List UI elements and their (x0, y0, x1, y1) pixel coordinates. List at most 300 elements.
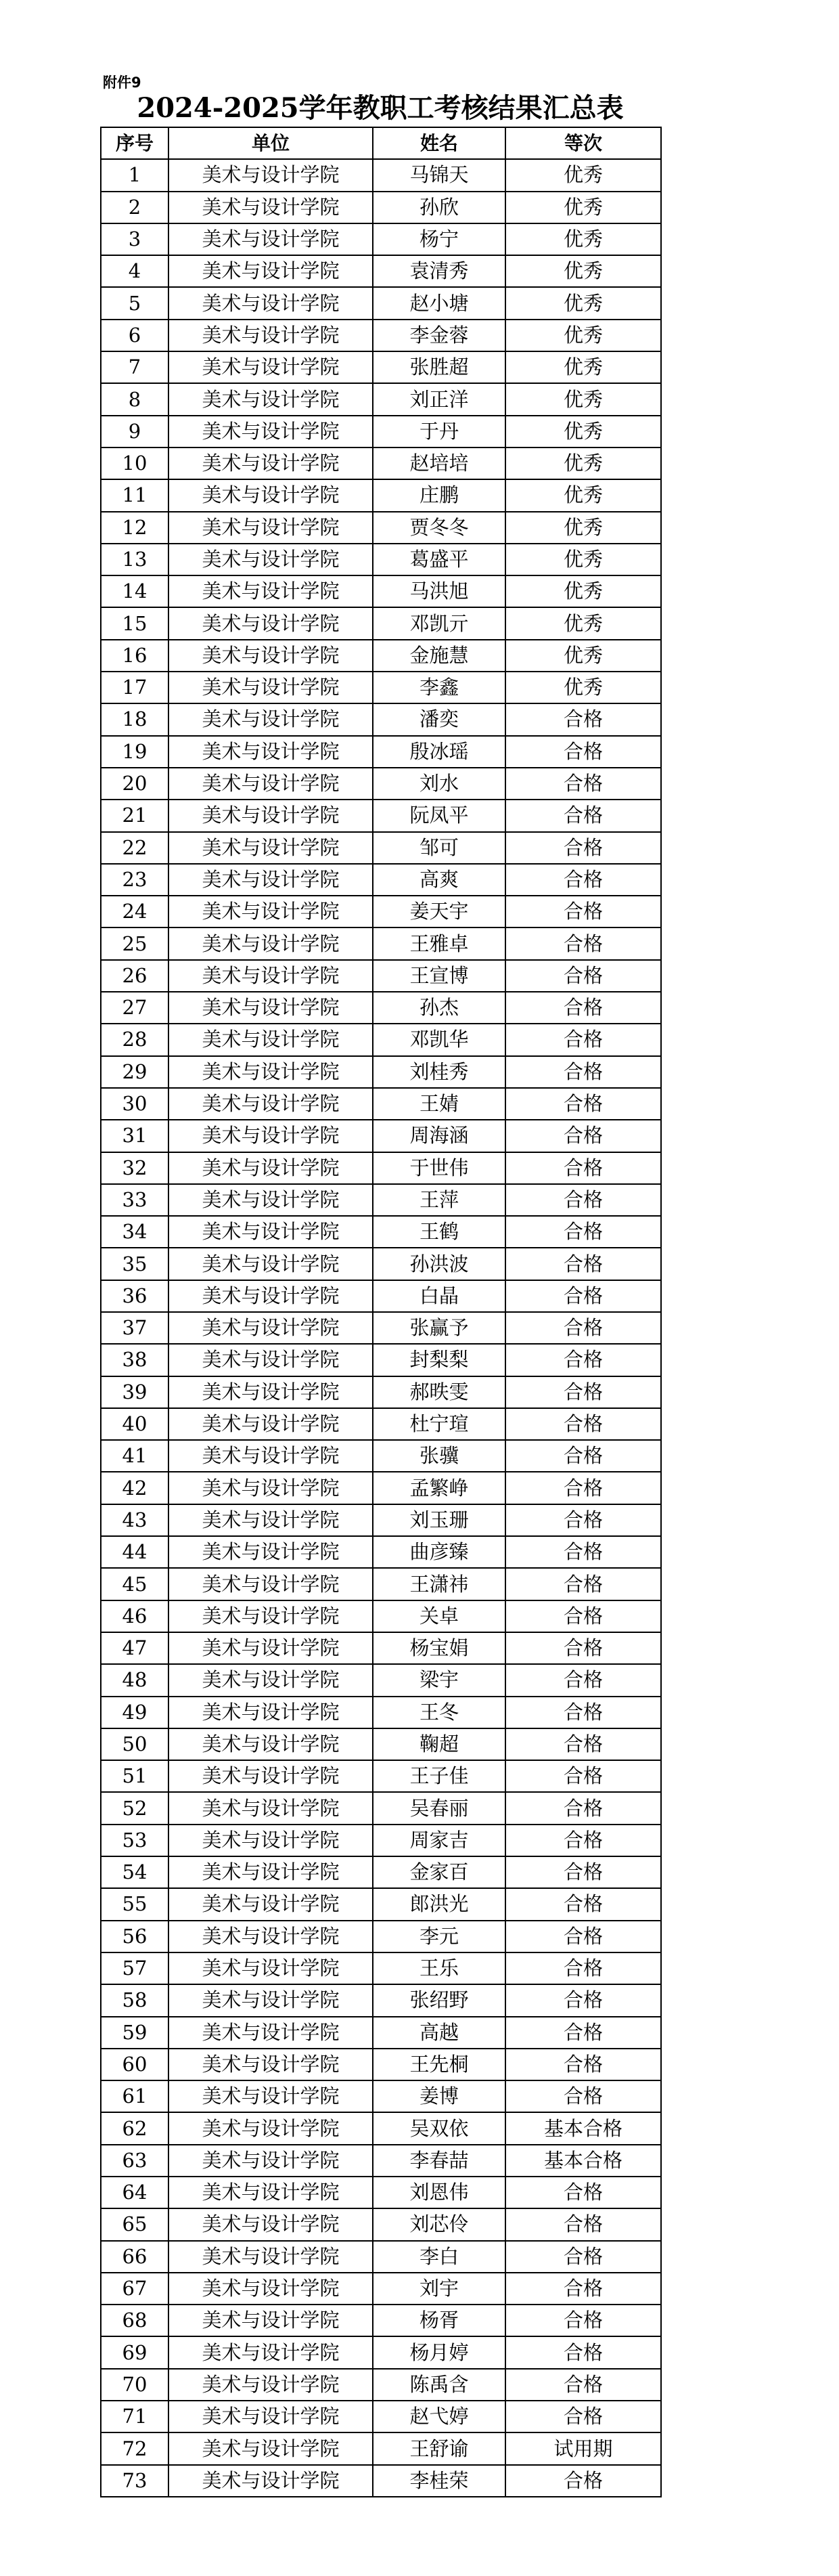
name-cell: 袁清秀 (373, 255, 505, 287)
name-cell: 马锦天 (373, 159, 505, 191)
grade-cell: 优秀 (505, 287, 661, 319)
name-cell: 金家百 (373, 1856, 505, 1888)
name-cell: 王宣博 (373, 960, 505, 992)
table-row (101, 1216, 661, 1248)
grade-cell: 合格 (505, 2208, 661, 2240)
unit-cell: 美术与设计学院 (168, 479, 373, 511)
table-row (101, 2208, 661, 2240)
table-row (101, 1760, 661, 1792)
name-cell: 王婧 (373, 1088, 505, 1120)
serial-number-cell: 72 (101, 2432, 168, 2464)
grade-cell: 优秀 (505, 672, 661, 703)
grade-cell: 合格 (505, 736, 661, 768)
name-cell: 葛盛平 (373, 544, 505, 575)
serial-number-cell: 6 (101, 320, 168, 351)
name-cell: 吴双依 (373, 2112, 505, 2144)
name-cell: 孙欣 (373, 192, 505, 223)
table-row (101, 2465, 661, 2497)
table-row (101, 2080, 661, 2112)
table-row (101, 2049, 661, 2080)
name-cell: 关卓 (373, 1600, 505, 1632)
grade-cell: 试用期 (505, 2432, 661, 2464)
attachment-label: 附件9 (103, 74, 141, 91)
unit-cell: 美术与设计学院 (168, 927, 373, 959)
name-cell: 封梨梨 (373, 1344, 505, 1376)
unit-cell: 美术与设计学院 (168, 320, 373, 351)
grade-cell: 合格 (505, 1664, 661, 1696)
table-row (101, 960, 661, 992)
table-row (101, 1856, 661, 1888)
table-body (101, 159, 661, 2497)
table-header-row (101, 127, 661, 159)
name-cell: 殷冰瑶 (373, 736, 505, 768)
grade-cell: 基本合格 (505, 2145, 661, 2177)
name-cell: 张赢予 (373, 1312, 505, 1344)
unit-cell: 美术与设计学院 (168, 703, 373, 735)
table-row (101, 1792, 661, 1824)
table-row (101, 192, 661, 223)
name-cell: 张绍野 (373, 1984, 505, 2016)
table-row (101, 1408, 661, 1440)
unit-cell: 美术与设计学院 (168, 544, 373, 575)
serial-number-cell: 51 (101, 1760, 168, 1792)
unit-cell: 美术与设计学院 (168, 736, 373, 768)
serial-number-cell: 4 (101, 255, 168, 287)
unit-cell: 美术与设计学院 (168, 512, 373, 544)
unit-cell: 美术与设计学院 (168, 159, 373, 191)
table-row (101, 1056, 661, 1088)
grade-cell: 优秀 (505, 320, 661, 351)
table-row (101, 736, 661, 768)
grade-cell: 合格 (505, 1344, 661, 1376)
grade-cell: 合格 (505, 1440, 661, 1472)
document-title: 2024-2025学年教职工考核结果汇总表 (137, 92, 624, 124)
serial-number-cell: 59 (101, 2017, 168, 2049)
table-row (101, 1376, 661, 1408)
unit-cell: 美术与设计学院 (168, 1280, 373, 1312)
table-row (101, 479, 661, 511)
grade-cell: 合格 (505, 2369, 661, 2401)
grade-cell: 合格 (505, 1152, 661, 1184)
unit-cell: 美术与设计学院 (168, 383, 373, 415)
unit-cell: 美术与设计学院 (168, 2336, 373, 2368)
name-cell: 马洪旭 (373, 575, 505, 607)
unit-cell: 美术与设计学院 (168, 1568, 373, 1600)
grade-cell: 合格 (505, 1632, 661, 1664)
serial-number-cell: 23 (101, 864, 168, 896)
name-cell: 梁宇 (373, 1664, 505, 1696)
table-row (101, 1088, 661, 1120)
grade-cell: 合格 (505, 2080, 661, 2112)
grade-cell: 合格 (505, 1120, 661, 1152)
name-cell: 王萍 (373, 1184, 505, 1216)
grade-cell: 合格 (505, 2401, 661, 2432)
serial-number-cell: 71 (101, 2401, 168, 2432)
unit-cell: 美术与设计学院 (168, 2049, 373, 2080)
name-cell: 李金蓉 (373, 320, 505, 351)
name-cell: 白晶 (373, 1280, 505, 1312)
unit-cell: 美术与设计学院 (168, 1600, 373, 1632)
unit-cell: 美术与设计学院 (168, 223, 373, 255)
name-cell: 于世伟 (373, 1152, 505, 1184)
name-cell: 杜宁瑄 (373, 1408, 505, 1440)
grade-cell: 合格 (505, 1216, 661, 1248)
grade-cell: 合格 (505, 1697, 661, 1728)
unit-cell: 美术与设计学院 (168, 1888, 373, 1920)
serial-number-cell: 35 (101, 1248, 168, 1280)
results-table (100, 127, 662, 2497)
table-row (101, 2401, 661, 2432)
name-cell: 王潇祎 (373, 1568, 505, 1600)
serial-number-cell: 3 (101, 223, 168, 255)
unit-cell: 美术与设计学院 (168, 2017, 373, 2049)
table-row (101, 2241, 661, 2273)
header-serial-number: 序号 (101, 127, 168, 159)
unit-cell: 美术与设计学院 (168, 1536, 373, 1568)
table-row (101, 1504, 661, 1536)
table-row (101, 1152, 661, 1184)
grade-cell: 合格 (505, 1376, 661, 1408)
name-cell: 陈禹含 (373, 2369, 505, 2401)
grade-cell: 合格 (505, 1472, 661, 1504)
table-row (101, 927, 661, 959)
grade-cell: 合格 (505, 1024, 661, 1055)
name-cell: 金施慧 (373, 640, 505, 672)
unit-cell: 美术与设计学院 (168, 2080, 373, 2112)
serial-number-cell: 53 (101, 1825, 168, 1856)
unit-cell: 美术与设计学院 (168, 1056, 373, 1088)
name-cell: 刘正洋 (373, 383, 505, 415)
grade-cell: 优秀 (505, 159, 661, 191)
table-row (101, 255, 661, 287)
unit-cell: 美术与设计学院 (168, 1472, 373, 1504)
unit-cell: 美术与设计学院 (168, 2369, 373, 2401)
serial-number-cell: 66 (101, 2241, 168, 2273)
serial-number-cell: 18 (101, 703, 168, 735)
table-row (101, 1921, 661, 1952)
table-row (101, 1825, 661, 1856)
table-row (101, 1312, 661, 1344)
serial-number-cell: 16 (101, 640, 168, 672)
grade-cell: 合格 (505, 1312, 661, 1344)
unit-cell: 美术与设计学院 (168, 672, 373, 703)
serial-number-cell: 39 (101, 1376, 168, 1408)
name-cell: 李桂荣 (373, 2465, 505, 2497)
table-row (101, 2305, 661, 2336)
name-cell: 邓凯亓 (373, 607, 505, 639)
name-cell: 姜天宇 (373, 896, 505, 927)
serial-number-cell: 55 (101, 1888, 168, 1920)
unit-cell: 美术与设计学院 (168, 960, 373, 992)
unit-cell: 美术与设计学院 (168, 1120, 373, 1152)
table-row (101, 544, 661, 575)
unit-cell: 美术与设计学院 (168, 2208, 373, 2240)
serial-number-cell: 40 (101, 1408, 168, 1440)
serial-number-cell: 20 (101, 768, 168, 800)
serial-number-cell: 10 (101, 447, 168, 479)
unit-cell: 美术与设计学院 (168, 1376, 373, 1408)
table-row (101, 2336, 661, 2368)
table-row (101, 864, 661, 896)
serial-number-cell: 56 (101, 1921, 168, 1952)
name-cell: 郝昳雯 (373, 1376, 505, 1408)
grade-cell: 合格 (505, 1088, 661, 1120)
grade-cell: 合格 (505, 1728, 661, 1760)
name-cell: 吴春丽 (373, 1792, 505, 1824)
grade-cell: 合格 (505, 1856, 661, 1888)
table-row (101, 1664, 661, 1696)
unit-cell: 美术与设计学院 (168, 2432, 373, 2464)
unit-cell: 美术与设计学院 (168, 1504, 373, 1536)
table-row (101, 1472, 661, 1504)
table-row (101, 832, 661, 864)
grade-cell: 合格 (505, 1056, 661, 1088)
name-cell: 刘桂秀 (373, 1056, 505, 1088)
grade-cell: 合格 (505, 1825, 661, 1856)
table-row (101, 2112, 661, 2144)
serial-number-cell: 8 (101, 383, 168, 415)
serial-number-cell: 57 (101, 1952, 168, 1984)
name-cell: 刘恩伟 (373, 2177, 505, 2208)
grade-cell: 合格 (505, 864, 661, 896)
serial-number-cell: 61 (101, 2080, 168, 2112)
grade-cell: 合格 (505, 1408, 661, 1440)
name-cell: 李春喆 (373, 2145, 505, 2177)
serial-number-cell: 27 (101, 992, 168, 1024)
grade-cell: 优秀 (505, 223, 661, 255)
name-cell: 曲彦臻 (373, 1536, 505, 1568)
table-row (101, 2432, 661, 2464)
serial-number-cell: 21 (101, 800, 168, 831)
grade-cell: 合格 (505, 2017, 661, 2049)
grade-cell: 合格 (505, 2305, 661, 2336)
serial-number-cell: 49 (101, 1697, 168, 1728)
serial-number-cell: 41 (101, 1440, 168, 1472)
grade-cell: 合格 (505, 2465, 661, 2497)
table-row (101, 1888, 661, 1920)
table-row (101, 2177, 661, 2208)
grade-cell: 合格 (505, 1568, 661, 1600)
serial-number-cell: 33 (101, 1184, 168, 1216)
name-cell: 赵培培 (373, 447, 505, 479)
table-row (101, 351, 661, 383)
grade-cell: 合格 (505, 768, 661, 800)
serial-number-cell: 62 (101, 2112, 168, 2144)
name-cell: 李元 (373, 1921, 505, 1952)
serial-number-cell: 43 (101, 1504, 168, 1536)
grade-cell: 合格 (505, 1280, 661, 1312)
name-cell: 孟繁峥 (373, 1472, 505, 1504)
unit-cell: 美术与设计学院 (168, 2305, 373, 2336)
unit-cell: 美术与设计学院 (168, 640, 373, 672)
table-row (101, 1248, 661, 1280)
serial-number-cell: 13 (101, 544, 168, 575)
grade-cell: 优秀 (505, 192, 661, 223)
table-row (101, 2145, 661, 2177)
table-row (101, 1280, 661, 1312)
table-row (101, 2369, 661, 2401)
serial-number-cell: 30 (101, 1088, 168, 1120)
unit-cell: 美术与设计学院 (168, 1728, 373, 1760)
unit-cell: 美术与设计学院 (168, 1344, 373, 1376)
unit-cell: 美术与设计学院 (168, 447, 373, 479)
unit-cell: 美术与设计学院 (168, 287, 373, 319)
serial-number-cell: 17 (101, 672, 168, 703)
serial-number-cell: 28 (101, 1024, 168, 1055)
grade-cell: 合格 (505, 703, 661, 735)
table-row (101, 320, 661, 351)
unit-cell: 美术与设计学院 (168, 992, 373, 1024)
table-row (101, 1344, 661, 1376)
name-cell: 赵小塘 (373, 287, 505, 319)
serial-number-cell: 1 (101, 159, 168, 191)
table-row (101, 1697, 661, 1728)
table-row (101, 672, 661, 703)
serial-number-cell: 48 (101, 1664, 168, 1696)
table-row (101, 416, 661, 447)
grade-cell: 合格 (505, 1248, 661, 1280)
table-row (101, 575, 661, 607)
table-row (101, 159, 661, 191)
grade-cell: 合格 (505, 992, 661, 1024)
grade-cell: 优秀 (505, 447, 661, 479)
table-row (101, 1632, 661, 1664)
table-row (101, 447, 661, 479)
header-unit: 单位 (168, 127, 373, 159)
unit-cell: 美术与设计学院 (168, 2145, 373, 2177)
table-row (101, 1024, 661, 1055)
unit-cell: 美术与设计学院 (168, 2241, 373, 2273)
grade-cell: 合格 (505, 1792, 661, 1824)
table-row (101, 640, 661, 672)
unit-cell: 美术与设计学院 (168, 2177, 373, 2208)
table-row (101, 1568, 661, 1600)
unit-cell: 美术与设计学院 (168, 1216, 373, 1248)
grade-cell: 优秀 (505, 383, 661, 415)
grade-cell: 合格 (505, 2336, 661, 2368)
serial-number-cell: 34 (101, 1216, 168, 1248)
table-row (101, 1600, 661, 1632)
serial-number-cell: 37 (101, 1312, 168, 1344)
grade-cell: 合格 (505, 1600, 661, 1632)
table-row (101, 607, 661, 639)
grade-cell: 合格 (505, 2241, 661, 2273)
name-cell: 孙洪波 (373, 1248, 505, 1280)
name-cell: 杨胥 (373, 2305, 505, 2336)
serial-number-cell: 19 (101, 736, 168, 768)
table-row (101, 2273, 661, 2305)
name-cell: 王冬 (373, 1697, 505, 1728)
grade-cell: 优秀 (505, 544, 661, 575)
serial-number-cell: 5 (101, 287, 168, 319)
grade-cell: 合格 (505, 896, 661, 927)
table-row (101, 1120, 661, 1152)
name-cell: 高越 (373, 2017, 505, 2049)
serial-number-cell: 2 (101, 192, 168, 223)
table-row (101, 1728, 661, 1760)
serial-number-cell: 42 (101, 1472, 168, 1504)
serial-number-cell: 63 (101, 2145, 168, 2177)
grade-cell: 合格 (505, 927, 661, 959)
grade-cell: 合格 (505, 2049, 661, 2080)
serial-number-cell: 45 (101, 1568, 168, 1600)
unit-cell: 美术与设计学院 (168, 1984, 373, 2016)
serial-number-cell: 50 (101, 1728, 168, 1760)
name-cell: 郎洪光 (373, 1888, 505, 1920)
serial-number-cell: 24 (101, 896, 168, 927)
name-cell: 鞠超 (373, 1728, 505, 1760)
name-cell: 姜博 (373, 2080, 505, 2112)
unit-cell: 美术与设计学院 (168, 2273, 373, 2305)
grade-cell: 优秀 (505, 640, 661, 672)
unit-cell: 美术与设计学院 (168, 416, 373, 447)
table-row (101, 768, 661, 800)
unit-cell: 美术与设计学院 (168, 1440, 373, 1472)
serial-number-cell: 46 (101, 1600, 168, 1632)
unit-cell: 美术与设计学院 (168, 1088, 373, 1120)
serial-number-cell: 36 (101, 1280, 168, 1312)
name-cell: 刘芯伶 (373, 2208, 505, 2240)
name-cell: 潘奕 (373, 703, 505, 735)
unit-cell: 美术与设计学院 (168, 1408, 373, 1440)
header-name: 姓名 (373, 127, 505, 159)
unit-cell: 美术与设计学院 (168, 2112, 373, 2144)
unit-cell: 美术与设计学院 (168, 1024, 373, 1055)
name-cell: 张胜超 (373, 351, 505, 383)
unit-cell: 美术与设计学院 (168, 1152, 373, 1184)
grade-cell: 合格 (505, 1888, 661, 1920)
name-cell: 贾冬冬 (373, 512, 505, 544)
grade-cell: 优秀 (505, 512, 661, 544)
name-cell: 孙杰 (373, 992, 505, 1024)
table-row (101, 1984, 661, 2016)
name-cell: 庄鹏 (373, 479, 505, 511)
header-grade: 等次 (505, 127, 661, 159)
name-cell: 周海涵 (373, 1120, 505, 1152)
name-cell: 李鑫 (373, 672, 505, 703)
name-cell: 刘水 (373, 768, 505, 800)
table-row (101, 992, 661, 1024)
serial-number-cell: 14 (101, 575, 168, 607)
serial-number-cell: 32 (101, 1152, 168, 1184)
unit-cell: 美术与设计学院 (168, 1184, 373, 1216)
name-cell: 阮凤平 (373, 800, 505, 831)
table-row (101, 223, 661, 255)
unit-cell: 美术与设计学院 (168, 1632, 373, 1664)
unit-cell: 美术与设计学院 (168, 1921, 373, 1952)
grade-cell: 合格 (505, 960, 661, 992)
name-cell: 王舒谕 (373, 2432, 505, 2464)
unit-cell: 美术与设计学院 (168, 1248, 373, 1280)
serial-number-cell: 47 (101, 1632, 168, 1664)
grade-cell: 合格 (505, 2177, 661, 2208)
grade-cell: 合格 (505, 832, 661, 864)
serial-number-cell: 44 (101, 1536, 168, 1568)
grade-cell: 合格 (505, 1760, 661, 1792)
serial-number-cell: 58 (101, 1984, 168, 2016)
grade-cell: 优秀 (505, 479, 661, 511)
serial-number-cell: 65 (101, 2208, 168, 2240)
serial-number-cell: 25 (101, 927, 168, 959)
name-cell: 王雅卓 (373, 927, 505, 959)
serial-number-cell: 54 (101, 1856, 168, 1888)
grade-cell: 合格 (505, 1184, 661, 1216)
serial-number-cell: 12 (101, 512, 168, 544)
table-row (101, 1536, 661, 1568)
serial-number-cell: 11 (101, 479, 168, 511)
grade-cell: 合格 (505, 2273, 661, 2305)
grade-cell: 合格 (505, 800, 661, 831)
